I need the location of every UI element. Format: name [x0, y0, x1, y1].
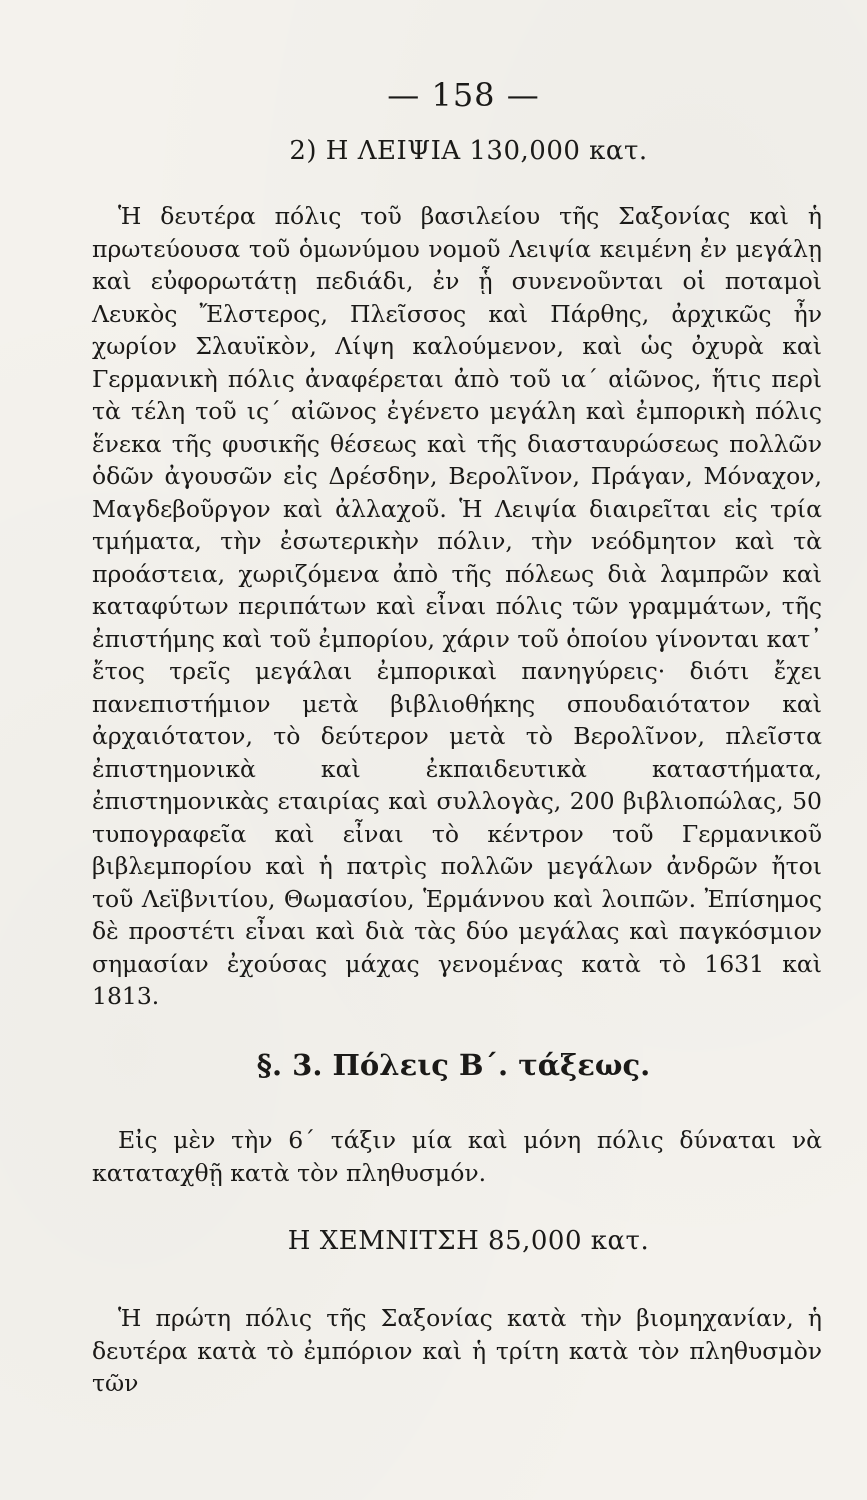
page-number: — 158 —: [387, 76, 540, 114]
paragraph-class-b: Εἰς μὲν τὴν 6΄ τάξιν μία καὶ μόνη πόλις δύναται νὰ καταταχθῇ κατὰ τὸν πληθυσμόν.: [92, 1126, 822, 1187]
heading-leipzig: 2) Η ΛΕΙΨΙΑ 130,000 κατ.: [289, 136, 648, 166]
paragraph-leipzig: Ἡ δευτέρα πόλις τοῦ βασιλείου τῆς Σαξονίας καὶ ἡ πρωτεύουσα τοῦ ὁμωνύμου νομοῦ Λειψία κειμένη ἐν μεγάλῃ καὶ εὐφορωτάτῃ πεδιάδι, ἐν ᾗ συνενοῦνται οἱ ποταμοὶ Λευκὸς Ἔλστερος, Πλεῖσσος καὶ Πάρθης, ἀρχικῶς ἦν χωρίον Σλαυϊκὸν, Λίψη καλούμενον, καὶ ὡς ὀχυρὰ καὶ Γερμανικὴ πόλις ἀναφέρεται ἀπὸ τοῦ ια΄ αἰῶνος, ἥτις περὶ τὰ τέλη τοῦ ις΄ αἰῶνος ἐγένετο μεγάλη καὶ ἐμπορικὴ πόλις ἕνεκα τῆς φυσικῆς θέσεως καὶ τῆς διασταυρώσεως πολλῶν ὁδῶν ἀγουσῶν εἰς Δρέσδην, Βερολῖνον, Πράγαν, Μόναχον, Μαγδεβοῦργον καὶ ἀλλαχοῦ. Ἡ Λειψία διαιρεῖται εἰς τρία τμήματα, τὴν ἐσωτερικὴν πόλιν, τὴν νεόδμητον καὶ τὰ προάστεια, χωριζόμενα ἀπὸ τῆς πόλεως διὰ λαμπρῶν καὶ καταφύτων περιπάτων καὶ εἶναι πόλις τῶν γραμμάτων, τῆς ἐπιστήμης καὶ τοῦ ἐμπορίου, χάριν τοῦ ὁποίου γίνονται κατ᾽ ἔτος τρεῖς μεγάλαι ἐμπορικαὶ πανηγύρεις· διότι ἔχει πανεπιστήμιον μετὰ βιβλιοθήκης σπουδαιότατον καὶ ἀρχαιότατον, τὸ δεύτερον μετὰ τὸ Βερολῖνον, πλεῖστα ἐπιστημονικὰ καὶ ἐκπαιδευτικὰ καταστήματα, ἐπιστημονικὰς εταιρίας καὶ συλλογὰς, 200 βιβλιοπώλας, 50 τυπογραφεῖα καὶ εἶναι τὸ κέντρον τοῦ Γερμανικοῦ βιβλεμπορίου καὶ ἡ πατρὶς πολλῶν μεγάλων ἀνδρῶν ἤτοι τοῦ Λεϊβνιτίου, Θωμασίου, Ἑρμάννου καὶ λοιπῶν. Ἐπίσημος δὲ προστέτι εἶναι καὶ διὰ τὰς δύο μεγάλας καὶ παγκόσμιον σημασίαν ἐχούσας μάχας γενομένας κατὰ τὸ 1631 καὶ 1813.: [92, 202, 822, 1010]
section-title: §. 3. Πόλεις Β΄. τάξεως.: [256, 1048, 651, 1082]
paragraph-chemnitz: Ἡ πρώτη πόλις τῆς Σαξονίας κατὰ τὴν βιομηχανίαν, ἡ δευτέρα κατὰ τὸ ἐμπόριον καὶ ἡ τρίτη κατὰ τὸν πληθυσμὸν τῶν: [92, 1304, 822, 1397]
heading-chemnitz: Η ΧΕΜΝΙΤΣΗ 85,000 κατ.: [287, 1226, 650, 1256]
